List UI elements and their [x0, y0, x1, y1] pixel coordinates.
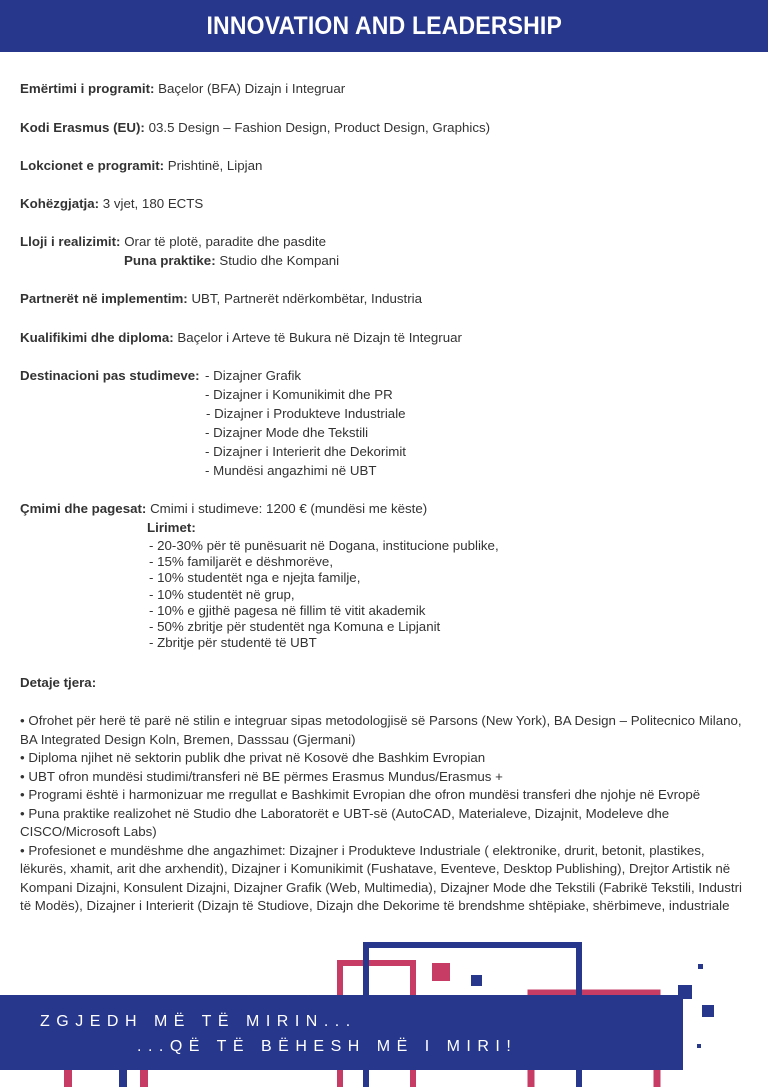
lokcionet-label: Lokcionet e programit:: [20, 158, 165, 173]
row-emertimi: [20, 80, 345, 99]
destinacioni-item: - Dizajner Mode dhe Tekstili: [205, 425, 369, 440]
detaje-bullet: • Profesionet e mundëshme dhe angazhimet: Dizajner i Produkteve Industriale ( elektronike, drurit, betonit, plastikes, lëkurës, xhamit, arit dhe arxhendit), Dizajner i Komunikimit (Fushatave, Eventeve, Desktop Publishing), Drejtor Artistik në Kompani Dizajni, Konsulent Dizajni, Dizajner Grafik (Web, Multimedia), Dizajner Mode dhe Tekstili (Fabrikë Tekstili, Industri të Modës), Dizajner i Interierit (Dizajn të Studiove, Dizajn dhe Dekorime të brendshme shtëpiake, shërbimeve, industriale: [20, 842, 743, 913]
detaje-bullet: • Programi është i harmonizuar me rregullat e Bashkimit Evropian dhe ofron mundësi transferi dhe njohje në Evropë: [20, 787, 701, 802]
lirimet-item: - 50% zbritje për studentët nga Komuna e Lipjanit: [149, 619, 441, 635]
deco-leg: [140, 1068, 148, 1087]
destinacioni-label: Destinacioni pas studimeve:: [20, 368, 200, 383]
lokcionet-value: Prishtinë, Lipjan: [167, 158, 263, 173]
detaje-label: Detaje tjera:: [20, 675, 97, 690]
deco-square: [432, 963, 450, 981]
destinacioni-item: - Dizajner i Komunikimit dhe PR: [205, 387, 393, 402]
slogan-band: [0, 995, 683, 1070]
lloji-label: Lloji i realizimit:: [20, 234, 121, 249]
deco-square: [702, 1005, 714, 1017]
detaje-bullet: • Puna praktike realizohet në Studio dhe Laboratorët e UBT-së (AutoCAD, Materialeve, Dizajnit, Modeleve dhe CISCO/Microsoft Labs): [20, 805, 670, 839]
lirimet-item: - 10% studentët në grup,: [149, 586, 295, 602]
deco-square: [697, 1044, 701, 1048]
row-lloji: [20, 233, 326, 252]
page-header: [0, 0, 768, 52]
kualifikimi-label: Kualifikimi dhe diploma:: [20, 330, 174, 345]
page-title: INNOVATION AND LEADERSHIP: [206, 11, 562, 40]
deco-leg: [119, 1068, 127, 1087]
deco-leg: [64, 1068, 72, 1087]
destinacioni-item: - Mundësi angazhimi në UBT: [205, 463, 377, 478]
lirimet-list: [149, 538, 499, 651]
kohezgjatja-value: 3 vjet, 180 ECTS: [102, 196, 204, 211]
cmimi-value: Cmimi i studimeve: 1200 € (mundësi me këste): [150, 501, 428, 516]
puna-label: Puna praktike:: [124, 253, 216, 268]
row-destinacioni: [20, 367, 200, 386]
row-kodi: [20, 119, 490, 138]
slogan-line-2: ...QË TË BËHESH MË I MIRI!: [137, 1038, 518, 1055]
lirimet-item: - 10% studentët nga e njejta familje,: [149, 570, 361, 586]
row-cmimi: [20, 500, 427, 519]
emertimi-label: Emërtimi i programit:: [20, 81, 155, 96]
lirimet-item: - 10% e gjithë pagesa në fillim të vitit akademik: [149, 602, 426, 618]
detaje-bullet: • Ofrohet për herë të parë në stilin e integruar sipas metodologjisë së Parsons (New York), BA Design – Politecnico Milano, BA Integrated Design Koln, Bremen, Dasssau (Gjermani): [20, 713, 742, 747]
row-lokcionet: [20, 157, 262, 176]
lirimet-item: - 15% familjarët e dëshmorëve,: [149, 554, 334, 570]
slogan-line-1: ZGJEDH MË TË MIRIN...: [40, 1013, 357, 1030]
destinacioni-item: - Dizajner Grafik: [205, 368, 302, 383]
lloji-value: Orar të plotë, paradite dhe pasdite: [124, 234, 326, 249]
kohezgjatja-label: Kohëzgjatja:: [20, 196, 100, 211]
deco-square: [471, 975, 482, 986]
detaje-bullet: • UBT ofron mundësi studimi/transferi në BE përmes Erasmus Mundus/Erasmus +: [20, 768, 503, 784]
lirimet-item: - 20-30% për të punësuarit në Dogana, institucione publike,: [149, 538, 499, 553]
row-kualifikimi: [20, 329, 462, 348]
emertimi-value: Baçelor (BFA) Dizajn i Integruar: [158, 81, 346, 96]
lirimet-item: - Zbritje për studentë të UBT: [149, 635, 317, 651]
row-partneret: [20, 290, 422, 309]
kodi-label: Kodi Erasmus (EU):: [20, 120, 145, 135]
row-detaje: [20, 674, 96, 693]
destinacioni-item: - Dizajner i Interierit dhe Dekorimit: [205, 444, 406, 459]
cmimi-label: Çmimi dhe pagesat:: [20, 501, 147, 516]
row-kohezgjatja: [20, 195, 203, 214]
partneret-label: Partnerët në implementim:: [20, 291, 188, 306]
deco-square: [698, 964, 703, 969]
kualifikimi-value: Baçelor i Arteve të Bukura në Dizajn të Integruar: [177, 330, 462, 345]
detaje-bullet: • Diploma njihet në sektorin publik dhe privat në Kosovë dhe Bashkim Evropian: [20, 750, 486, 765]
detaje-bullets: [20, 712, 748, 916]
kodi-value: 03.5 Design – Fashion Design, Product Design, Graphics): [148, 120, 491, 135]
destinacioni-item: - Dizajner i Produkteve Industriale: [206, 406, 406, 421]
lirimet-label: Lirimet:: [147, 520, 196, 535]
row-puna: [124, 252, 339, 271]
puna-value: Studio dhe Kompani: [219, 253, 340, 268]
partneret-value: UBT, Partnerët ndërkombëtar, Industria: [191, 291, 423, 306]
